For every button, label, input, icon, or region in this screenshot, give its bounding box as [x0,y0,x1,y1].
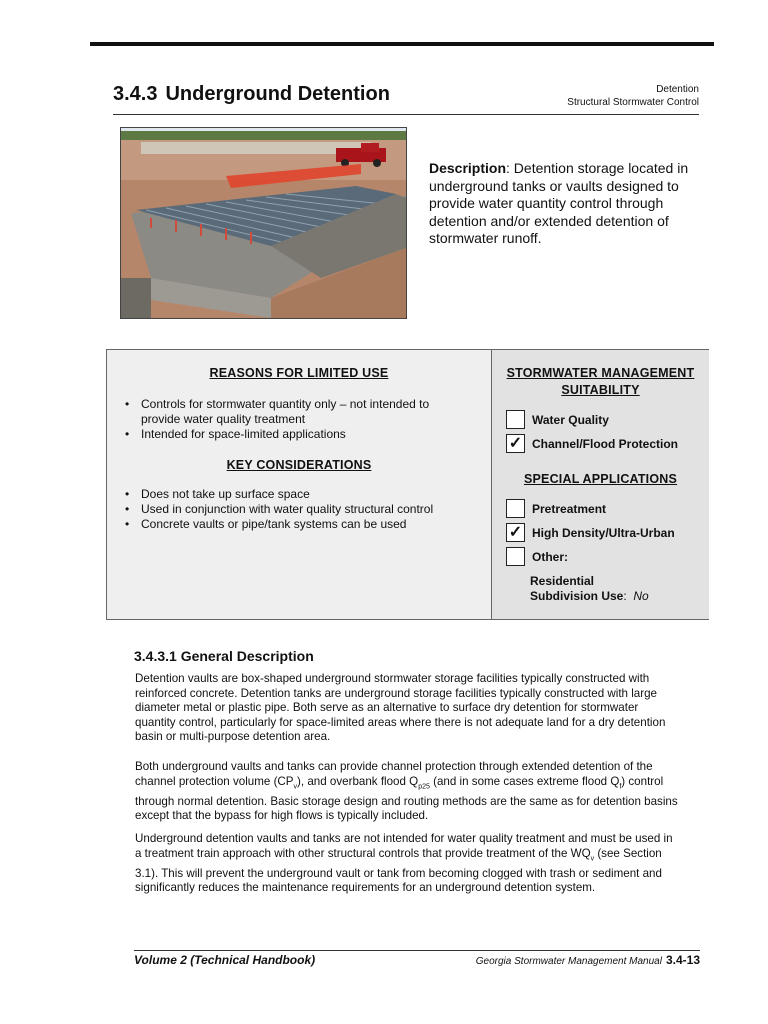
info-box-right [491,350,709,619]
residential-value: No [633,589,649,603]
residential-label-line1: Residential [530,574,595,588]
vault-photo [120,127,407,319]
suitability-heading-line2: SUITABILITY [561,383,640,397]
checkbox [506,499,525,518]
checkbox [506,410,525,429]
footer-volume: Volume 2 (Technical Handbook) [134,953,316,967]
description-text: : Detention storage located in underground tanks or vaults designed to provide water quantity control through detention and/or extended detention of stormwater runoff. [429,160,689,246]
checkbox-label: Other: [532,549,568,564]
checkbox-checked: ✓ [506,523,525,542]
checkbox-label: Channel/Flood Protection [532,436,678,451]
list-item: • Controls for stormwater quantity only – not intended to provide water quality treatment [107,397,467,427]
paragraph [135,760,680,824]
suitability-water-quality [506,410,609,429]
footer-rule [134,950,700,951]
top-rule [90,42,714,46]
footer-manual [476,953,700,967]
general-description-heading: 3.4.3.1 General Description [134,648,314,664]
checkbox-label: High Density/Ultra-Urban [532,525,675,540]
checkbox [506,547,525,566]
list-item: • Concrete vaults or pipe/tank systems can be used [107,517,477,532]
list-item: • Intended for space-limited applications [107,427,467,442]
subscript: p25 [418,782,430,790]
key-considerations-heading: KEY CONSIDERATIONS [226,458,372,472]
special-applications-heading: SPECIAL APPLICATIONS [523,472,678,486]
general-para-3 [135,832,680,896]
page-title [113,83,390,106]
text-run: (and in some cases extreme flood Q [429,774,620,788]
section-title: Underground Detention [165,83,390,105]
general-para-1 [135,672,680,745]
checkbox-label: Water Quality [532,412,609,427]
suitability-heading-line1: STORMWATER MANAGEMENT [506,366,695,380]
suitability-channel-flood [506,434,678,453]
section-number: 3.4.3 [113,83,158,105]
info-box [106,349,709,620]
footer-manual-title: Georgia Stormwater Management Manual [475,956,662,967]
info-box-left [107,350,491,619]
vault-photo-illustration [121,128,406,318]
text-run: Underground detention vaults and tanks are not intended for water quality treatment and must be used in a treatment train approach with other structural controls that provide treatment of the WQ [135,832,673,860]
page-number: 3.4-13 [665,953,700,967]
residential-label-line2: Subdivision Use [530,589,624,603]
key-considerations-list [107,487,477,532]
special-pretreatment [506,499,606,518]
general-para-2 [135,760,680,824]
paragraph [135,832,680,896]
subscript: v [590,854,595,862]
text-run: (see Section 3.1). This will prevent the underground vault or tank from becoming clogged with trash or sediment and significantly reduces the maintenance requirements for an underground detention system. [135,846,662,895]
header-category-line2: Structural Stormwater Control [567,97,699,108]
checkbox-checked: ✓ [506,434,525,453]
subscript: v [293,782,298,790]
text-run: ), and overbank flood Q [297,774,419,788]
header-category [567,83,699,109]
list-item: • Does not take up surface space [107,487,477,502]
text-run: Both underground vaults and tanks can provide channel protection through extended detention of the channel protection volume (CP [135,760,653,788]
subscript: f [619,782,622,790]
residential-subdivision: Residential Subdivision Use: No [530,574,649,603]
header-category-line1: Detention [656,84,699,95]
title-rule [113,114,699,115]
text-run: ) control through normal detention. Basic storage design and routing methods are the same as for detention basins except that the bypass for high flows is typically included. [135,774,678,823]
limited-use-heading: REASONS FOR LIMITED USE [209,366,389,380]
limited-use-list [107,397,467,442]
description [429,160,709,248]
paragraph: Detention vaults are box-shaped underground stormwater storage facilities typically constructed with reinforced concrete. Detention tanks are underground storage facilities typically constructed with large diameter metal or plastic pipe. Both serve as an alternative to surface dry detention for stormwater quantity control, particularly for space-limited areas where there is not adequate land for a dry detention basin or multi-purpose detention area. [135,672,666,744]
special-other [506,547,568,566]
checkbox-label: Pretreatment [532,501,607,516]
special-high-density [506,523,675,542]
description-label: Description [429,160,507,176]
list-item: • Used in conjunction with water quality structural control [107,502,477,517]
